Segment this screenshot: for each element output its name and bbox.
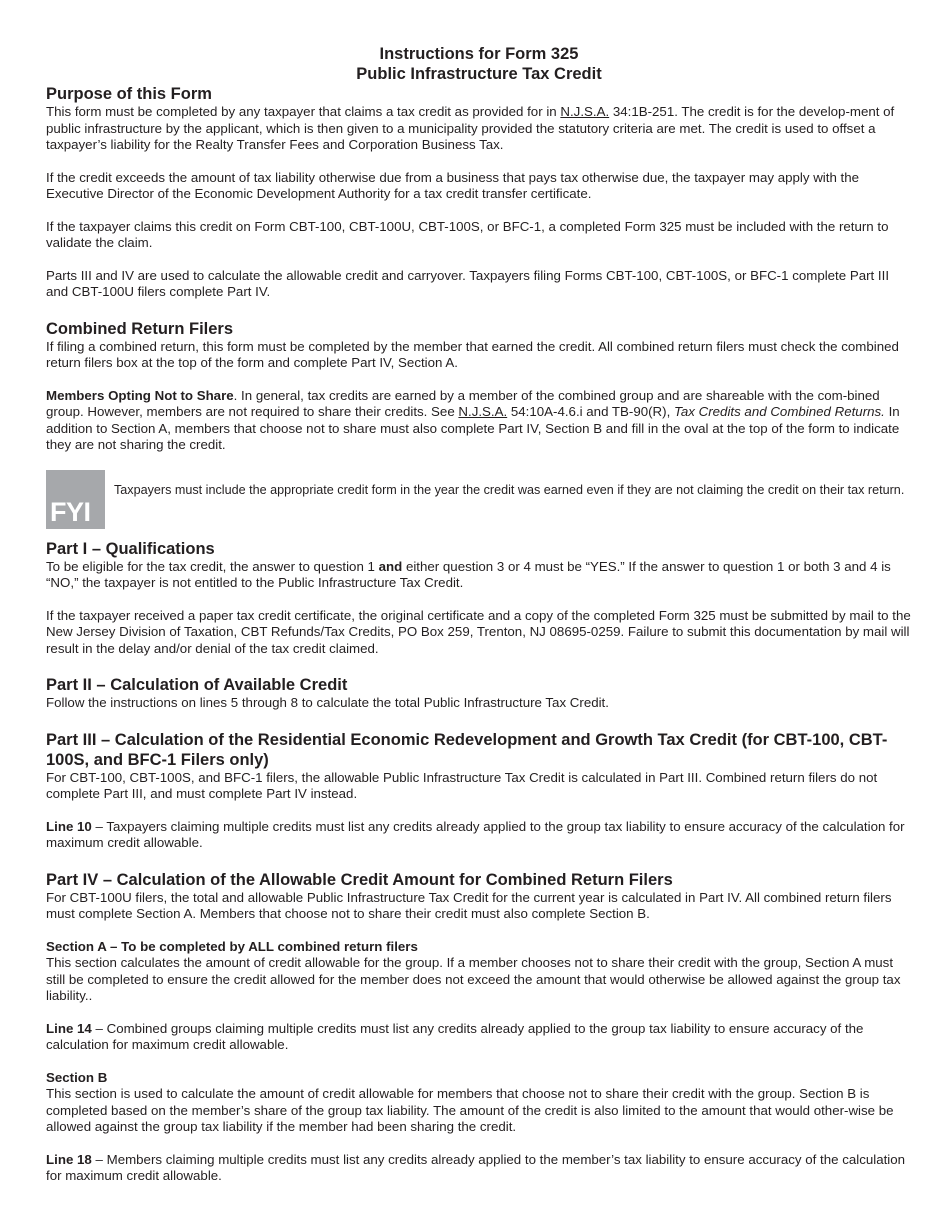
part-2-section: [46, 675, 912, 712]
members-opting-label: Members Opting Not to Share: [46, 387, 234, 403]
part-3-heading: Part III – Calculation of the Residential Economic Redevelopment and Growth Tax Credit (for CBT-100, CBT-100S, and BFC-1 Filers only): [46, 730, 888, 769]
combined-p2-text-b: 54:10A-4.6.i and TB-90(R),: [507, 404, 674, 419]
section-a-heading: Section A – To be completed by ALL combined return filers: [46, 938, 418, 954]
section-b-text: This section is used to calculate the amount of credit allowable for members that choose not to share their credit with the group. Section B is completed based on the member’s share of the group tax liability. The amount of the credit is also limited to the amount that would other-wise be allowed against the group tax liability if the member had been sharing the credit.: [46, 1086, 894, 1134]
part-2-heading: Part II – Calculation of Available Credit: [46, 676, 348, 694]
part-3-section: [46, 730, 912, 852]
part-4-paragraph-1: For CBT-100U filers, the total and allowable Public Infrastructure Tax Credit for the current year is calculated in Part IV. All combined return filers must complete Section A. Members that choose not to share their credit must also complete Section B.: [46, 889, 892, 921]
njsa-link: N.J.S.A.: [560, 104, 610, 119]
line-14-text: – Combined groups claiming multiple credits must list any credits already applied to the group tax liability to ensure accuracy of the calculation for maximum credit allowable.: [46, 1020, 864, 1052]
section-b-heading: Section B: [46, 1069, 108, 1085]
instructions-page: [46, 44, 912, 1185]
fyi-label: FYI: [50, 496, 91, 527]
line-18-text: – Members claiming multiple credits must list any credits already applied to the member’s tax liability to ensure accuracy of the calculation for maximum credit allowable.: [46, 1151, 906, 1183]
purpose-heading: Purpose of this Form: [46, 85, 212, 103]
njsa-link-2: N.J.S.A.: [458, 404, 508, 419]
combined-paragraph-1: If filing a combined return, this form must be completed by the member that earned the credit. All combined return filers must check the combined return filers box at the top of the form and complete Part IV, Section A.: [46, 338, 899, 370]
combined-p2-text-a: . In general, tax credits are earned by a member of the combined group and are shareable with the com-bined group. However, members are not required to share their credits. See: [46, 387, 880, 419]
fyi-text: Taxpayers must include the appropriate credit form in the year the credit was earned even if they are not claiming the credit on their tax return.: [114, 482, 905, 497]
purpose-paragraph-1: [46, 104, 912, 154]
part-4-section: [46, 870, 912, 1185]
line-10-instruction: [46, 819, 912, 852]
fyi-callout: [46, 470, 912, 529]
purpose-p1-text-a: This form must be completed by any taxpayer that claims a tax credit as provided for in: [46, 104, 561, 119]
fyi-icon: [46, 470, 105, 529]
part-1-p1-text-b: either question 3 or 4 must be “YES.” If the answer to question 1 or both 3 and 4 is “NO,” the taxpayer is not entitled to the Public Infrastructure Tax Credit.: [46, 558, 891, 590]
part-1-paragraph-2: If the taxpayer received a paper tax credit certificate, the original certificate and a copy of the completed Form 325 must be submitted by mail to the New Jersey Division of Taxation, CBT Refunds/Tax Credits, PO Box 259, Trenton, NJ 08695-0259. Failure to submit this documentation by mail will result in the delay and/or denial of the tax credit claimed.: [46, 607, 911, 656]
part-1-heading: Part I – Qualifications: [46, 539, 215, 558]
line-18-label: Line 18: [46, 1151, 92, 1167]
title-line-2: Public Infrastructure Tax Credit: [356, 65, 602, 83]
line-14-label: Line 14: [46, 1020, 92, 1036]
purpose-section: [46, 84, 912, 301]
part-4-heading: Part IV – Calculation of the Allowable Credit Amount for Combined Return Filers: [46, 870, 673, 889]
combined-heading: Combined Return Filers: [46, 319, 234, 338]
title-line-1: Instructions for Form 325: [379, 45, 579, 63]
part-1-section: [46, 539, 912, 658]
combined-return-section: [46, 319, 912, 454]
line-18-instruction: [46, 1152, 912, 1185]
purpose-paragraph-2: If the credit exceeds the amount of tax liability otherwise due from a business that pays tax otherwise due, the taxpayer may apply with the Executive Director of the Economic Development Authority for a tax credit transfer certificate.: [46, 169, 860, 201]
line-14-instruction: [46, 1021, 912, 1054]
purpose-p1-text-b: 34:1B-251. The credit is for the develop-ment of public infrastructure by the applicant, which is then given to a municipality provided the statutory criteria are met. The credit is used to offset a taxpayer’s liability for the Realty Transfer Fees and Corporation Business Tax.: [46, 104, 895, 152]
purpose-paragraph-3: If the taxpayer claims this credit on Form CBT-100, CBT-100U, CBT-100S, or BFC-1, a completed Form 325 must be included with the return to validate the claim.: [46, 218, 889, 250]
document-title: [46, 44, 912, 84]
purpose-paragraph-4: Parts III and IV are used to calculate the allowable credit and carryover. Taxpayers filing Forms CBT-100, CBT-100S, or BFC-1 complete Part III and CBT-100U filers complete Part IV.: [46, 267, 890, 299]
part-1-and: and: [378, 558, 403, 574]
part-3-paragraph-1: For CBT-100, CBT-100S, and BFC-1 filers, the allowable Public Infrastructure Tax Credit is calculated in Part III. Combined return filers do not complete Part III, and must complete Part IV instead.: [46, 769, 878, 801]
combined-p2-text-c: In addition to Section A, members that choose not to share must also complete Part IV, Section B and fill in the oval at the top of the form to indicate they are not sharing the credit.: [46, 404, 900, 452]
line-10-label: Line 10: [46, 818, 92, 834]
tb90-title: Tax Credits and Combined Returns.: [673, 404, 885, 419]
combined-paragraph-2: [46, 388, 912, 454]
part-1-p1-text-a: To be eligible for the tax credit, the answer to question 1: [46, 558, 379, 574]
part-1-paragraph-1: [46, 559, 912, 592]
section-a-text: This section calculates the amount of credit allowable for the group. If a member chooses not to share their credit with the group, Section A must still be completed to ensure the credit allowed for the member does not exceed the amount that would otherwise be allowed against the group tax liability..: [46, 955, 901, 1003]
line-10-text: – Taxpayers claiming multiple credits must list any credits already applied to the group tax liability to ensure accuracy of the calculation for maximum credit allowable.: [46, 818, 905, 850]
part-2-paragraph-1: Follow the instructions on lines 5 through 8 to calculate the total Public Infrastructure Tax Credit.: [46, 695, 609, 710]
